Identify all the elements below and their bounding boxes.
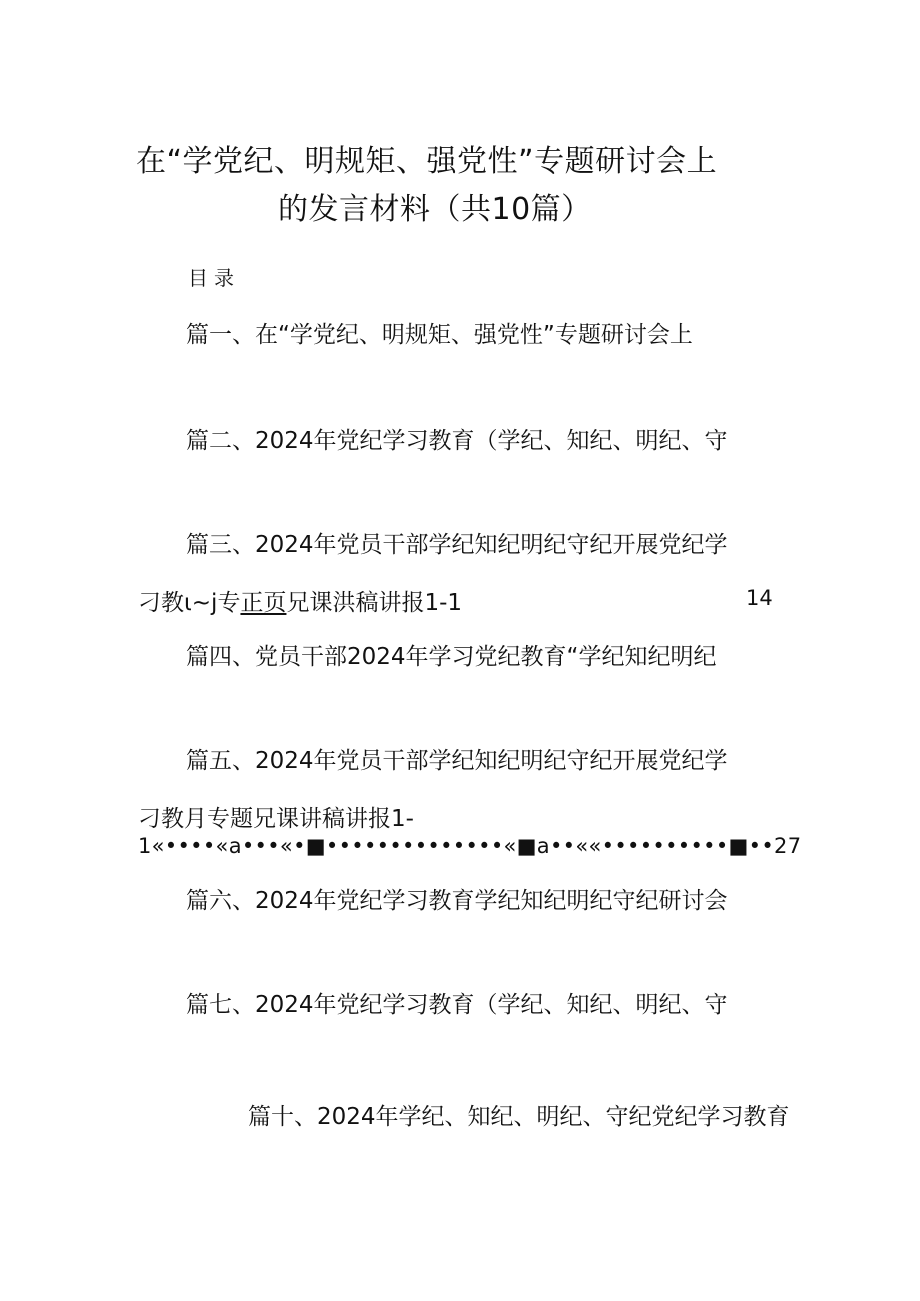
- toc-entry-1[interactable]: 篇一、在“学党纪、明规矩、强党性”专题研讨会上: [186, 322, 693, 348]
- title-line-2: 的发言材料（共10篇）: [278, 192, 592, 227]
- toc-entry-6[interactable]: 篇六、2024年党纪学习教育学纪知纪明纪守纪研讨会: [186, 888, 728, 914]
- toc-entry-3-cont-b: 兄课洪稿讲报1-1: [286, 590, 463, 616]
- toc-entry-5-continuation[interactable]: 刁教月专题兄课讲稿讲报1-: [138, 806, 414, 832]
- toc-entry-10[interactable]: 篇十、2024年学纪、知纪、明纪、守纪党纪学习教育: [248, 1104, 790, 1130]
- toc-entry-3[interactable]: 篇三、2024年党员干部学纪知纪明纪守纪开展党纪学: [186, 532, 728, 558]
- title-line-1: 在“学党纪、明规矩、强党性”专题研讨会上: [136, 144, 718, 179]
- toc-entry-3-continuation[interactable]: [138, 584, 462, 617]
- toc-entry-4[interactable]: 篇四、党员干部2024年学习党纪教育“学纪知纪明纪: [186, 644, 717, 670]
- toc-entry-7[interactable]: 篇七、2024年党纪学习教育（学纪、知纪、明纪、守: [186, 992, 728, 1018]
- toc-entry-3-cont-underlined: 正页: [240, 590, 287, 616]
- toc-entry-5-dot-leader: 1«••••«a•••«•■••••••••••••••«■a••««••••••••••■••27: [138, 834, 802, 858]
- toc-entry-2[interactable]: 篇二、2024年党纪学习教育（学纪、知纪、明纪、守: [186, 428, 728, 454]
- toc-heading: 目录: [188, 266, 240, 290]
- toc-entry-3-cont-a: 刁教ι~j专: [138, 590, 241, 616]
- toc-entry-3-page-number: 14: [746, 586, 773, 610]
- toc-entry-5[interactable]: 篇五、2024年党员干部学纪知纪明纪守纪开展党纪学: [186, 748, 728, 774]
